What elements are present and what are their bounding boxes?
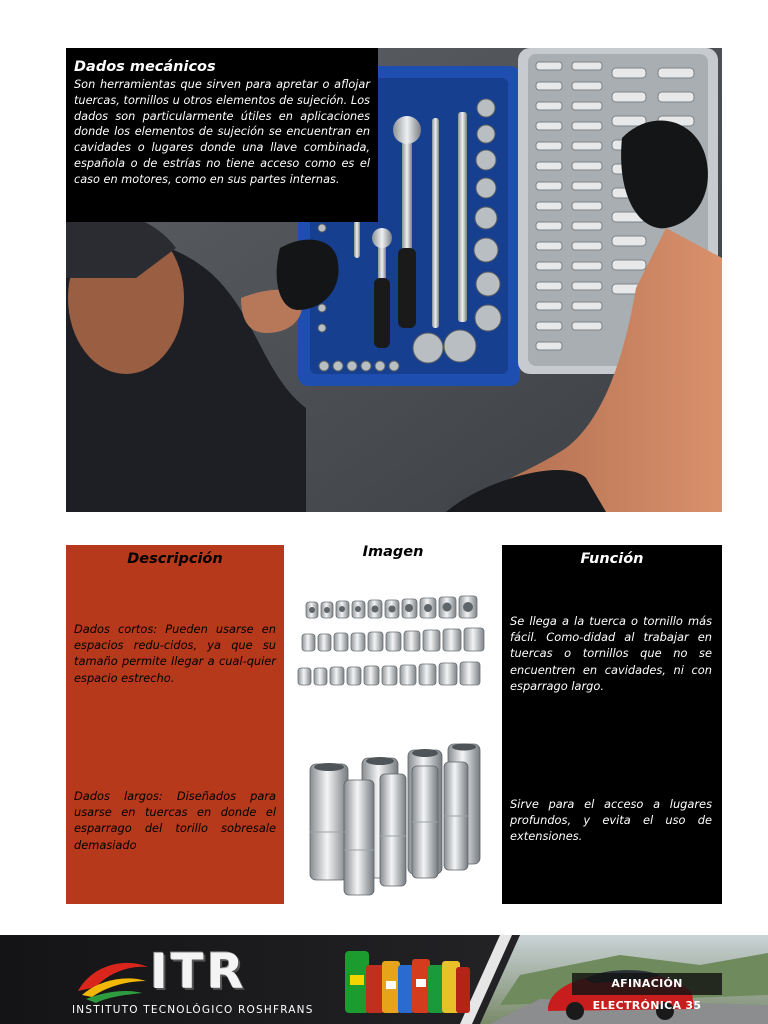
section-label [572, 973, 722, 1012]
footer-banner [0, 935, 768, 1024]
function-long-sockets: Sirve para el acceso a lugares profundos, y evita el uso de extensiones. [510, 797, 712, 844]
function-column [502, 545, 722, 904]
page-number: 35 [685, 999, 702, 1012]
function-title: Función [580, 551, 644, 567]
brand-logo-text: ITR [150, 944, 247, 1000]
image-title: Imagen [362, 544, 424, 560]
function-short-sockets: Se llega a la tuerca o tornillo más fácil. Como-didad al trabajar en tuercas o tornillos que no se encuentren en cavidades, ni con esparrago largo. [510, 614, 712, 693]
description-title: Descripción [127, 551, 223, 567]
intro-body: Son herramientas que sirven para apretar o aflojar tuercas, tornillos u otros elementos de sujeción. Los dados son particularmente útiles en aplicaciones donde los elementos de sujeción se encuentran en cavidades o lugares donde una llave combinada, española o de estrías no tiene acceso como es el caso en motores, como en sus partes internas. [74, 78, 370, 186]
brand-subtitle: INSTITUTO TECNOLÓGICO ROSHFRANS [72, 1004, 314, 1016]
hero-photo [66, 48, 722, 512]
section-name: AFINACIÓN ELECTRÓNICA [592, 977, 683, 1012]
short-sockets-image [294, 590, 496, 698]
long-sockets-image [294, 740, 496, 900]
intro-title: Dados mecánicos [74, 59, 216, 75]
description-long-sockets: Dados largos: Diseñados para usarse en tuercas en donde el esparrago del torillo sobresale demasiado [74, 789, 276, 852]
description-short-sockets: Dados cortos: Pueden usarse en espacios redu-cidos, ya que su tamaño permite llegar a cual-quier espacio estrecho. [74, 622, 276, 685]
intro-text-box [66, 48, 378, 222]
description-column [66, 545, 284, 904]
